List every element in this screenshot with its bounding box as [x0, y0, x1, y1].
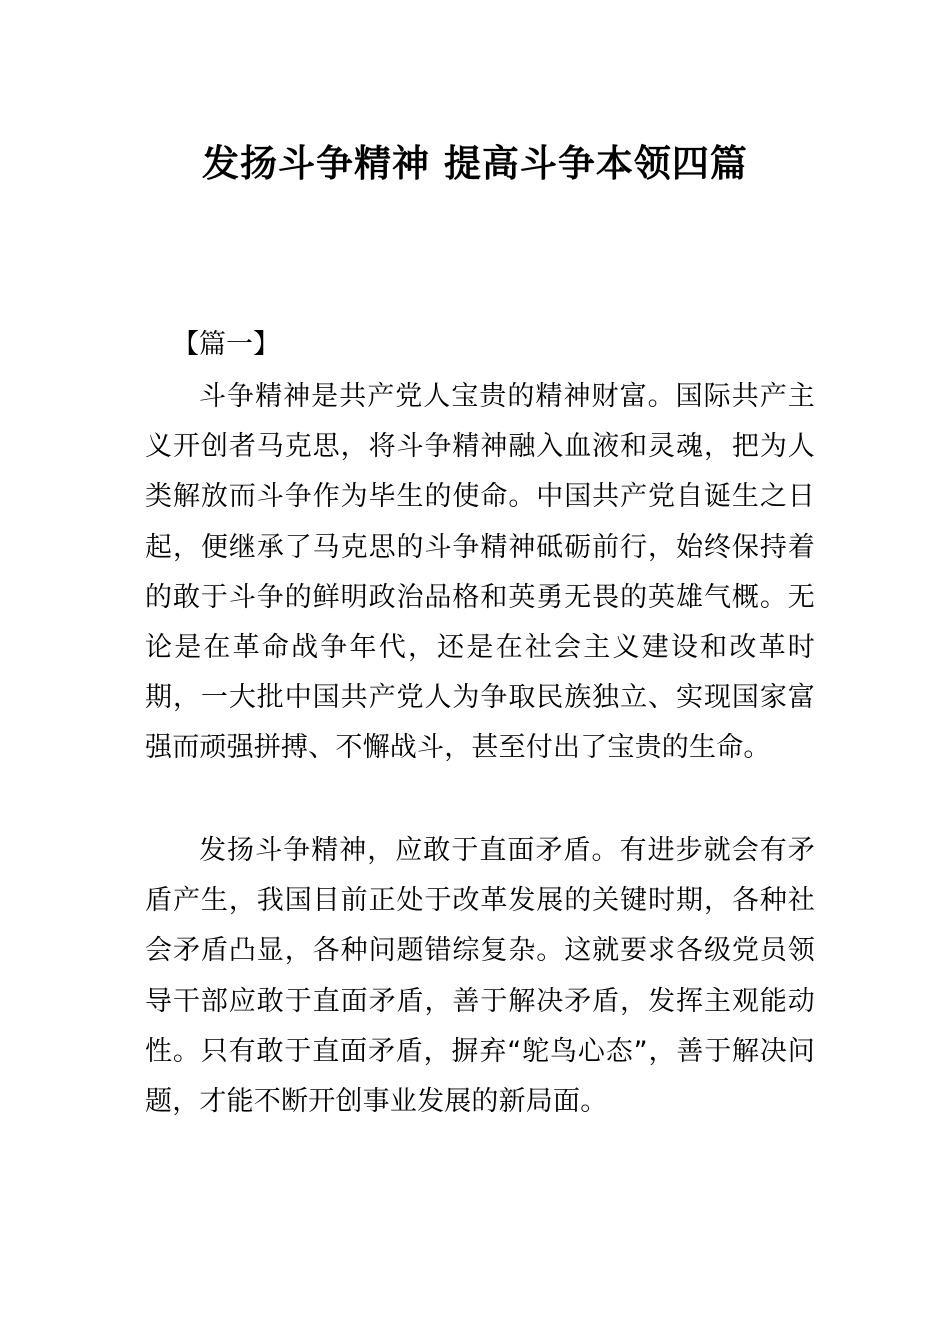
paragraph-2: 发扬斗争精神，应敢于直面矛盾。有进步就会有矛盾产生，我国目前正处于改革发展的关键时期，各种社会矛盾凸显，各种问题错综复杂。这就要求各级党员领导干部应敢于直面矛盾，善于解决矛盾，发挥主观能动性。只有敢于直面矛盾，摒弃“鸵鸟心态”，善于解决问题，才能不断开创事业发展的新局面。 — [145, 835, 815, 1118]
document-title: 发扬斗争精神 提高斗争本领四篇 — [202, 142, 748, 185]
section-heading: 【篇一】 — [172, 329, 280, 360]
paragraph-1: 斗争精神是共产党人宝贵的精神财富。国际共产主义开创者马克思，将斗争精神融入血液和灵魂，把为人类解放而斗争作为毕生的使命。中国共产党自诞生之日起，便继承了马克思的斗争精神砥砺前行，始终保持着的敢于斗争的鲜明政治品格和英勇无畏的英雄气概。无论是在革命战争年代，还是在社会主义建设和改革时期，一大批中国共产党人为争取民族独立、实现国家富强而顽强拼搏、不懈战斗，甚至付出了宝贵的生命。 — [145, 381, 815, 764]
